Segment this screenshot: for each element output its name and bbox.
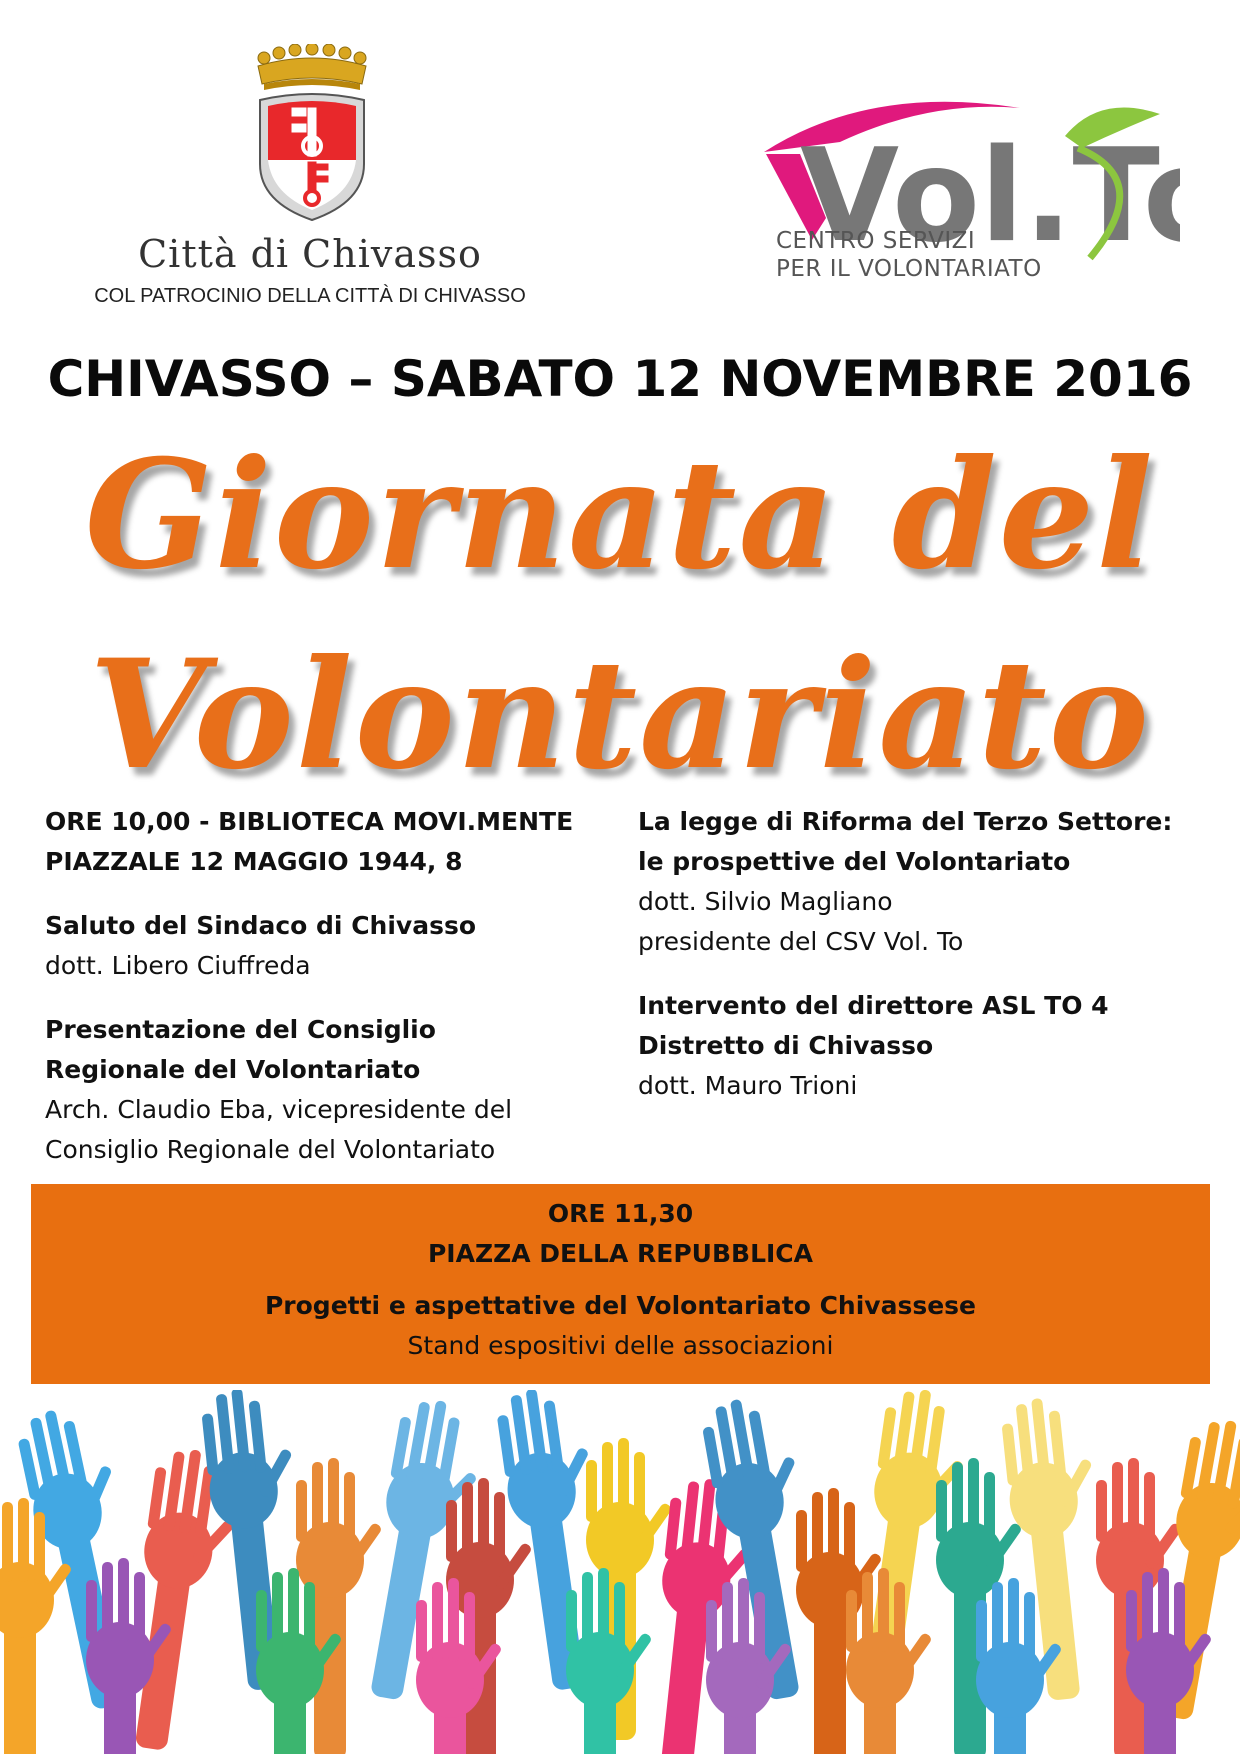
event-title-line2: Volontariato (89, 627, 1151, 803)
morning-time-place: ORE 10,00 - BIBLIOTECA MOVI.MENTE (45, 807, 574, 836)
reform-talk-speaker-1: dott. Silvio Magliano (638, 887, 893, 916)
city-name: Città di Chivasso (138, 232, 482, 276)
morning-address: PIAZZALE 12 MAGGIO 1944, 8 (45, 847, 463, 876)
asl-talk-speaker: dott. Mauro Trioni (638, 1071, 858, 1100)
patronage-text: COL PATROCINIO DELLA CITTÀ DI CHIVASSO (94, 285, 526, 307)
event-date-heading: CHIVASSO – SABATO 12 NOVEMBRE 2016 (47, 350, 1193, 408)
asl-talk-title-1: Intervento del direttore ASL TO 4 (638, 991, 1109, 1020)
afternoon-event-subtitle: Stand espositivi delle associazioni (407, 1331, 834, 1360)
program-left-column (45, 802, 625, 1170)
council-presentation-title-1: Presentazione del Consiglio (45, 1015, 436, 1044)
afternoon-place: PIAZZA DELLA REPUBBLICA (427, 1239, 813, 1268)
event-title-line1: Giornata del (84, 427, 1156, 603)
afternoon-time: ORE 11,30 (547, 1199, 694, 1228)
council-presentation-title-2: Regionale del Volontariato (45, 1055, 421, 1084)
council-presentation-speaker-2: Consiglio Regionale del Volontariato (45, 1135, 496, 1164)
volto-subtitle-line2: PER IL VOLONTARIATO (776, 256, 1042, 282)
volto-subtitle-line1: CENTRO SERVIZI (776, 228, 976, 254)
program-right-column (638, 802, 1218, 1106)
reform-talk-speaker-2: presidente del CSV Vol. To (638, 927, 964, 956)
raised-hands-icon (0, 1390, 1240, 1754)
afternoon-event-band (31, 1184, 1210, 1384)
reform-talk-title-2: le prospettive del Volontariato (638, 847, 1071, 876)
asl-talk-title-2: Distretto di Chivasso (638, 1031, 934, 1060)
afternoon-event-title: Progetti e aspettative del Volontariato Chivassese (264, 1291, 977, 1320)
reform-talk-title-1: La legge di Riforma del Terzo Settore: (638, 807, 1173, 836)
council-presentation-speaker-1: Arch. Claudio Eba, vicepresidente del (45, 1095, 513, 1124)
volto-wordmark: Vol.T (800, 122, 1143, 271)
mayor-greeting-speaker: dott. Libero Ciuffreda (45, 951, 311, 980)
city-crest-icon (252, 44, 372, 224)
mayor-greeting-title: Saluto del Sindaco di Chivasso (45, 911, 477, 940)
